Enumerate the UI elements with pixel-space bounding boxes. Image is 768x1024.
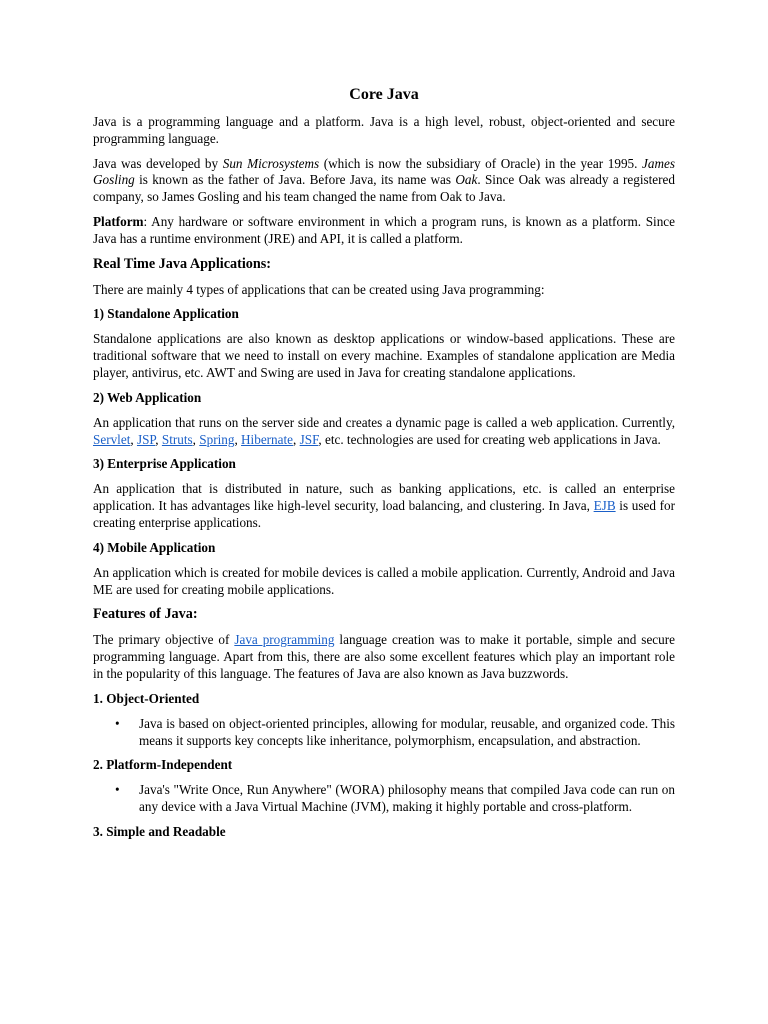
- bullet-icon: •: [115, 715, 120, 731]
- oak-text: Oak: [455, 172, 478, 188]
- object-oriented-text: Java is based on object-oriented principles, allowing for modular, reusable, and organized code. This means it supports key concepts like inheritance, polymorphism, encapsulation, and abstraction.: [139, 715, 675, 748]
- java-programming-link[interactable]: Java programming: [234, 632, 335, 648]
- web-heading: 2) Web Application: [93, 389, 202, 405]
- mobile-heading: 4) Mobile Application: [93, 539, 216, 555]
- simple-readable-heading: 3. Simple and Readable: [93, 823, 226, 839]
- platform-paragraph: [93, 214, 675, 248]
- mobile-paragraph: An application which is created for mobile devices is called a mobile application. Currently, Android and Java ME are used for creating mobile applications.: [93, 564, 675, 597]
- web-sep-3: ,: [192, 431, 200, 447]
- history-text-d: . Since Oak was already a registered company, so James Gosling and his team changed the name from Oak to Java.: [93, 172, 675, 205]
- enterprise-heading: 3) Enterprise Application: [93, 456, 236, 472]
- realtime-intro: There are mainly 4 types of applications that can be created using Java programming:: [93, 281, 545, 297]
- history-text-b: (which is now the subsidiary of Oracle) in the year 1995.: [319, 155, 643, 171]
- list-item: [93, 782, 675, 816]
- features-text-pre: The primary objective of: [93, 632, 235, 648]
- history-paragraph: [93, 156, 675, 206]
- web-sep-2: ,: [155, 431, 162, 447]
- enterprise-paragraph: [93, 481, 675, 531]
- platform-label: Platform: [93, 213, 144, 229]
- standalone-heading: 1) Standalone Application: [93, 306, 239, 322]
- ejb-link[interactable]: EJB: [593, 498, 616, 514]
- struts-link[interactable]: Struts: [161, 431, 193, 447]
- platform-independent-heading: 2. Platform-Independent: [93, 757, 233, 773]
- web-text-post: , etc. technologies are used for creating web applications in Java.: [318, 431, 661, 447]
- enterprise-text-post: is used for creating enterprise applications.: [93, 498, 675, 530]
- features-text-post: language creation was to make it portable, simple and secure programming language. Apart from this, there are also some excellent features which play an important role in the popularity of this language. The features of Java are also known as Java buzzwords.: [93, 632, 675, 681]
- james-gosling-text: James Gosling: [93, 155, 675, 188]
- hibernate-link[interactable]: Hibernate: [241, 431, 294, 447]
- history-text-c: is known as the father of Java. Before Java, its name was: [134, 172, 456, 188]
- web-paragraph: [93, 415, 675, 449]
- web-sep-5: ,: [293, 431, 300, 447]
- features-heading: Features of Java:: [93, 606, 198, 623]
- features-paragraph: [93, 632, 675, 682]
- page-title: Core Java: [349, 86, 419, 103]
- bullet-icon: •: [115, 782, 120, 798]
- standalone-paragraph: Standalone applications are also known as desktop applications or window-based applications. These are traditional software that we need to install on every machine. Examples of standalone application are Media player, antivirus, etc. AWT and Swing are used in Java for creating standalone applications.: [93, 331, 675, 380]
- history-text-a: Java was developed by: [93, 155, 223, 171]
- servlet-link[interactable]: Servlet: [93, 431, 131, 447]
- web-text-pre: An application that runs on the server side and creates a dynamic page is called a web application. Currently,: [93, 414, 675, 430]
- jsf-link[interactable]: JSF: [299, 431, 319, 447]
- list-item: [93, 716, 675, 750]
- realtime-heading: Real Time Java Applications:: [93, 255, 272, 272]
- jsp-link[interactable]: JSP: [136, 431, 156, 447]
- intro-paragraph: Java is a programming language and a platform. Java is a high level, robust, object-oriented and secure programming language.: [93, 114, 675, 146]
- spring-link[interactable]: Spring: [199, 431, 235, 447]
- web-sep-1: ,: [130, 431, 137, 447]
- platform-independent-text: Java's "Write Once, Run Anywhere" (WORA) philosophy means that compiled Java code can run on any device with a Java Virtual Machine (JVM), making it highly portable and cross-platform.: [139, 782, 675, 815]
- object-oriented-heading: 1. Object-Oriented: [93, 690, 200, 706]
- web-sep-4: ,: [234, 431, 242, 447]
- sun-microsystems-text: Sun Microsystems: [222, 155, 320, 171]
- enterprise-text-pre: An application that is distributed in nature, such as banking applications, etc. is called an enterprise application. It has advantages like high-level security, load balancing, and clustering. In Java,: [93, 481, 675, 514]
- platform-text: : Any hardware or software environment in which a program runs, is known as a platform. Since Java has a runtime environment (JRE) and API, it is called a platform.: [93, 213, 675, 246]
